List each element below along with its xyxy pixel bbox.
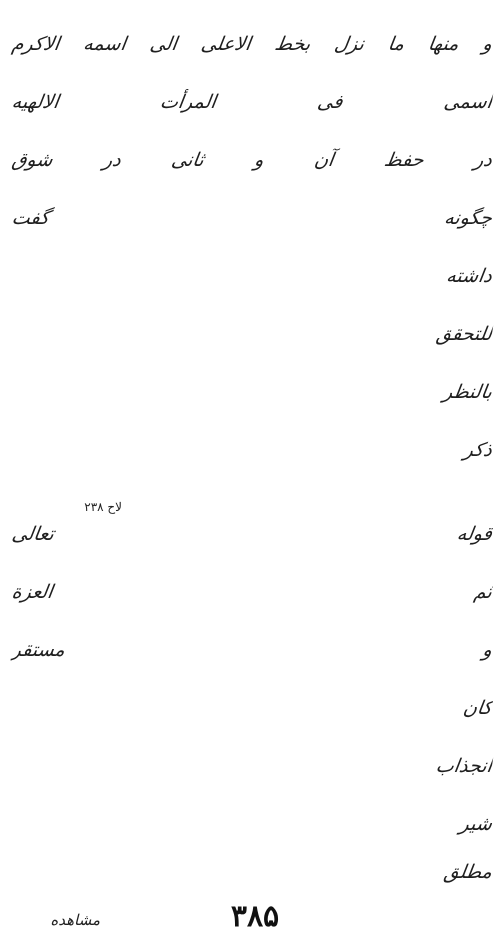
- manuscript-line: چگونه گفت: [10, 207, 494, 229]
- manuscript-line: ذکر: [462, 439, 494, 461]
- manuscript-line: بالنظر: [441, 381, 494, 403]
- manuscript-line: کان: [461, 697, 494, 719]
- catchword: مشاهده: [50, 911, 100, 929]
- manuscript-line: داشته: [444, 265, 494, 287]
- manuscript-line: اسمی فی المرأت الالهیه: [10, 91, 494, 113]
- manuscript-line: و مستقر: [10, 639, 494, 661]
- manuscript-line: در حفظ آن و ثانی در شوق: [10, 149, 494, 171]
- manuscript-line: و منها ما نزل بخط الاعلى الى اسمه الاکرم: [10, 33, 494, 55]
- manuscript-line: شیر: [458, 813, 494, 835]
- margin-note: لاح ۲۳۸: [84, 500, 122, 514]
- manuscript-line: انجذاب: [434, 755, 494, 777]
- manuscript-line: للتحقق: [434, 323, 494, 345]
- manuscript-line: مطلق: [442, 861, 494, 883]
- manuscript-line: ثم العزة: [10, 581, 494, 603]
- manuscript-line: قوله تعالی: [10, 523, 494, 545]
- page-number: ۳۸۵: [230, 899, 280, 934]
